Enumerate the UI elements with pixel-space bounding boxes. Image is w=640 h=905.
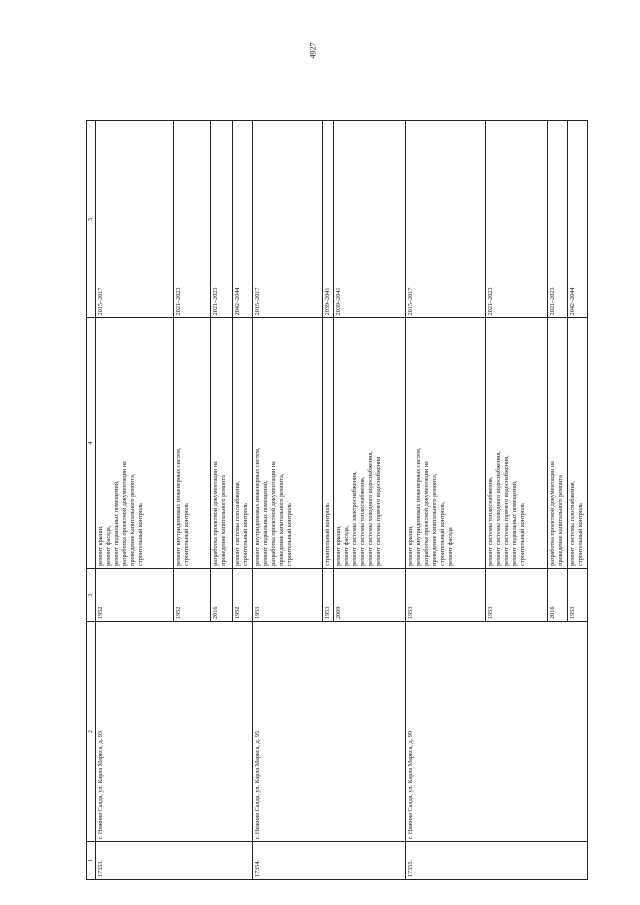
work-line: ремонт крыши,	[406, 525, 414, 566]
table-row	[405, 121, 485, 880]
year-cell: 1952	[233, 568, 253, 621]
work-line: строительный контроль	[285, 503, 293, 566]
work-line: ремонт внутридомовых инженерных систем,	[254, 447, 261, 566]
entry-number: 17355.	[405, 842, 587, 880]
year-cell: 2016	[547, 568, 567, 621]
capital-repair-table	[86, 120, 588, 880]
year-cell: 2009	[333, 568, 405, 621]
work-line: ремонт системы холодного водоснабжения,	[366, 451, 374, 566]
work-line: строительный контроль	[136, 503, 144, 566]
table-row	[96, 121, 174, 880]
year-cell: 1952	[96, 568, 174, 621]
works-cell	[211, 318, 233, 568]
period-cell: 2039–2041	[323, 121, 334, 318]
entry-number: 17353.	[96, 842, 253, 880]
work-line: разработка проектной документации на	[422, 461, 430, 566]
rotated-table-container	[86, 120, 584, 880]
period-cell: 2021–2023	[174, 121, 211, 318]
entry-address: г. Нижняя Салда, ул. Карла Маркса, д. 99	[405, 621, 587, 841]
period-cell: 2015–2017	[405, 121, 485, 318]
work-line: ремонт системы газоснабжения,	[234, 480, 241, 566]
works-cell	[323, 318, 334, 568]
work-line: ремонт внутридомовых инженерных систем,	[414, 447, 422, 566]
work-line: строительный контроль	[241, 503, 249, 566]
work-line: разработка проектной документации на	[548, 461, 556, 566]
work-line: ремонт фасада,	[342, 525, 350, 566]
work-line: ремонт системы холодного водоснабжения,	[494, 451, 502, 566]
year-cell: 1953	[567, 568, 587, 621]
work-line: ремонт системы теплоснабжения,	[358, 476, 366, 566]
works-cell	[253, 318, 323, 568]
work-line: проведение капитального ремонта	[556, 475, 564, 566]
works-cell	[405, 318, 485, 568]
year-cell: 1953	[323, 568, 334, 621]
page-number	[298, 40, 328, 60]
work-line: ремонт системы горячего водоснабжения,	[502, 455, 510, 566]
year-cell: 1953	[253, 568, 323, 621]
work-line: ремонт фасада	[446, 527, 454, 566]
work-line: ремонт подвальных помещений,	[510, 480, 518, 566]
page-number-text: 4927	[308, 42, 318, 58]
work-line: строительный контроль,	[438, 501, 446, 566]
work-line: проведение капитального ремонта,	[128, 473, 136, 566]
work-line: ремонт системы электроснабжения,	[350, 471, 358, 566]
period-cell: 2021–2023	[547, 121, 567, 318]
column-number-3: 3	[87, 568, 96, 621]
work-line: строительный контроль	[576, 503, 584, 566]
work-line: строительный контроль	[324, 503, 331, 566]
column-number-5: 5	[87, 121, 96, 318]
work-line: проведение капитального ремонта	[219, 475, 227, 566]
year-cell: 2016	[211, 568, 233, 621]
work-line: разработка проектной документации на	[212, 461, 219, 566]
work-line: ремонт подвальных помещений,	[261, 480, 269, 566]
year-cell: 1953	[485, 568, 547, 621]
work-line: ремонт крыши,	[334, 525, 342, 566]
work-line: проведение капитального ремонта,	[277, 473, 285, 566]
works-cell	[174, 318, 211, 568]
work-line: строительный контроль	[182, 503, 190, 566]
works-cell	[96, 318, 174, 568]
entry-address: г. Нижняя Салда, ул. Карла Маркса, д. 95	[253, 621, 406, 841]
column-number-1: 1	[87, 842, 96, 880]
works-cell	[233, 318, 253, 568]
work-line: ремонт системы газоснабжения,	[568, 480, 576, 566]
work-line: разработка проектной документации на	[120, 461, 128, 566]
work-line: ремонт крыши,	[97, 525, 104, 566]
work-line: ремонт системы теплоснабжения,	[486, 476, 494, 566]
year-cell: 1952	[174, 568, 211, 621]
works-cell	[485, 318, 547, 568]
work-line: ремонт системы горячего водоснабжения	[374, 456, 382, 566]
column-number-row	[87, 121, 96, 880]
period-cell: 2015–2017	[96, 121, 174, 318]
work-line: ремонт фасада,	[104, 525, 112, 566]
column-number-4: 4	[87, 318, 96, 568]
period-cell: 2039–2041	[333, 121, 405, 318]
period-cell: 2042–2044	[233, 121, 253, 318]
period-cell: 2042–2044	[567, 121, 587, 318]
period-cell: 2021–2023	[211, 121, 233, 318]
work-line: ремонт подвальных помещений,	[112, 480, 120, 566]
year-cell: 1953	[405, 568, 485, 621]
work-line: строительный контроль	[518, 503, 526, 566]
works-cell	[547, 318, 567, 568]
work-line: ремонт внутридомовых инженерных систем,	[175, 447, 182, 566]
period-cell: 2015–2017	[253, 121, 323, 318]
period-cell: 2021–2023	[485, 121, 547, 318]
entry-address: г. Нижняя Салда, ул. Карла Маркса, д. 93	[96, 621, 253, 841]
work-line: проведение капитального ремонта,	[430, 473, 438, 566]
works-cell	[333, 318, 405, 568]
work-line: разработка проектной документации на	[269, 461, 277, 566]
column-number-2: 2	[87, 621, 96, 841]
table-row	[253, 121, 323, 880]
works-cell	[567, 318, 587, 568]
entry-number: 17354.	[253, 842, 406, 880]
